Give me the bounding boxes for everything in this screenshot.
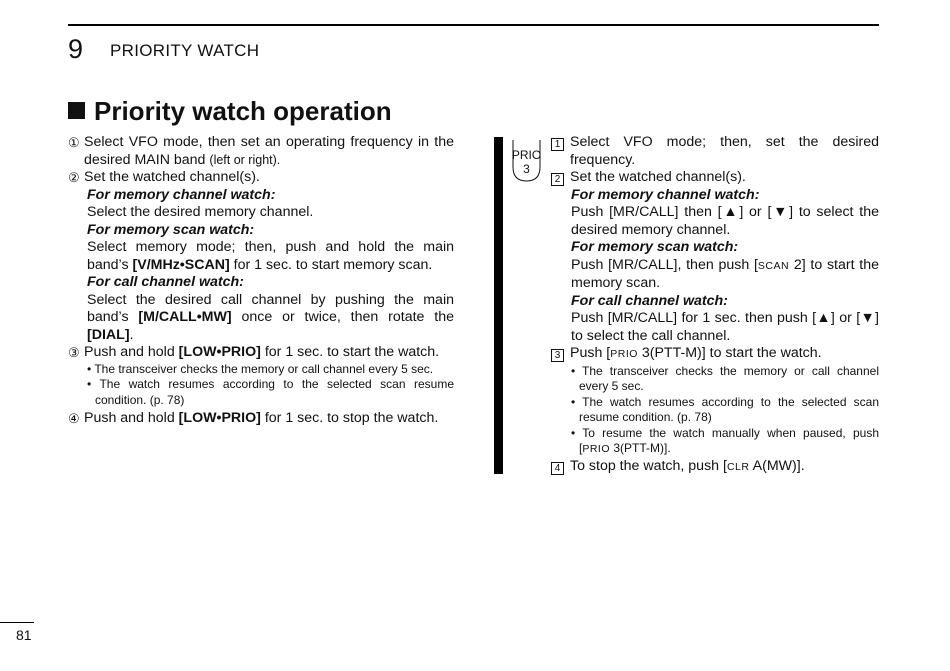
step-text: Set the watched channel(s). [84, 169, 260, 185]
step-text: Push and hold [LOW•PRIO] for 1 sec. to start the watch. [84, 344, 440, 360]
note-item: • To resume the watch manually when paused, push [PRIO 3(PTT-M)]. [571, 425, 879, 455]
memory-scan-text: Push [MR/CALL], then push [SCAN 2] to start the memory scan. [571, 256, 879, 291]
footer-rule [0, 622, 34, 623]
step-text: Select VFO mode; then, set the desired frequency. [570, 134, 879, 168]
note-item: • The transceiver checks the memory or call channel every 5 sec. [87, 361, 434, 376]
right-step-3 [551, 345, 879, 364]
right-step-2 [551, 169, 879, 187]
right-step-4 [551, 458, 879, 477]
section-title-text: Priority watch operation [94, 96, 392, 126]
top-rule [68, 24, 879, 26]
call-channel-heading: For call channel watch: [87, 274, 244, 290]
step-marker: 1 [551, 138, 564, 151]
call-channel-heading: For call channel watch: [571, 292, 728, 309]
note-item: • The watch resumes according to the selected scan resume condition. (p. 78) [87, 377, 454, 407]
vertical-divider-bar [494, 137, 503, 474]
memory-scan-text: Select memory mode; then, push and hold the main band’s [V/MHz•SCAN] for 1 sec. to start memory scan. [87, 239, 454, 273]
step-note: (left or right). [209, 152, 281, 167]
step-marker: ② [68, 170, 80, 185]
step-text: Set the watched channel(s). [570, 169, 746, 185]
section-title [68, 95, 392, 127]
step-text: Push and hold [LOW•PRIO] for 1 sec. to stop the watch. [84, 410, 439, 426]
scan-key: SCAN [757, 259, 790, 272]
call-channel-text: Select the desired call channel by pushing the main band’s [M/CALL•MW] once or twice, then rotate the [DIAL]. [87, 291, 454, 343]
key-number: 3 [523, 162, 530, 176]
left-step-2 [68, 169, 454, 187]
right-column [551, 134, 879, 476]
chapter-title: PRIORITY WATCH [110, 41, 260, 60]
scan-key: [V/MHz•SCAN] [132, 256, 230, 273]
memory-channel-heading: For memory channel watch: [571, 186, 760, 203]
right-step-1 [551, 134, 879, 169]
step-text: To stop the watch, push [CLR A(MW)]. [570, 457, 805, 474]
note-item: • The watch resumes according to the selected scan resume condition. (p. 78) [571, 394, 879, 424]
step-marker: 3 [551, 349, 564, 362]
step-text: Push [PRIO 3(PTT-M)] to start the watch. [570, 345, 822, 361]
step-marker: 4 [551, 462, 564, 475]
call-channel-text: Push [MR/CALL] for 1 sec. then push [▲] or [▼] to select the call channel. [571, 310, 879, 344]
page-number: 81 [16, 627, 32, 643]
memory-channel-heading: For memory channel watch: [87, 186, 276, 203]
mcall-key: [M/CALL•MW] [138, 309, 232, 325]
left-step-1 [68, 134, 454, 169]
prio-key-icon [509, 137, 544, 183]
step-marker: 2 [551, 173, 564, 186]
step-marker: ③ [68, 345, 80, 360]
memory-scan-heading: For memory scan watch: [571, 239, 739, 255]
left-column [68, 134, 454, 428]
note-item: • The transceiver checks the memory or call channel every 5 sec. [571, 363, 879, 393]
left-step-3 [68, 344, 454, 362]
memory-channel-text: Push [MR/CALL] then [▲] or [▼] to select the desired memory channel. [571, 204, 879, 238]
memory-scan-heading: For memory scan watch: [87, 221, 255, 238]
dial-key: [DIAL] [87, 326, 130, 343]
step-marker: ① [68, 135, 80, 150]
step-text: Select VFO mode, then set an operating frequency in the desired MAIN band [84, 134, 454, 168]
chapter-number: 9 [68, 34, 84, 64]
key-label: PRIO [511, 148, 542, 162]
memory-channel-text: Select the desired memory channel. [87, 204, 314, 220]
left-step-4 [68, 410, 454, 428]
step-marker: ④ [68, 411, 80, 426]
square-bullet-icon [68, 102, 85, 119]
